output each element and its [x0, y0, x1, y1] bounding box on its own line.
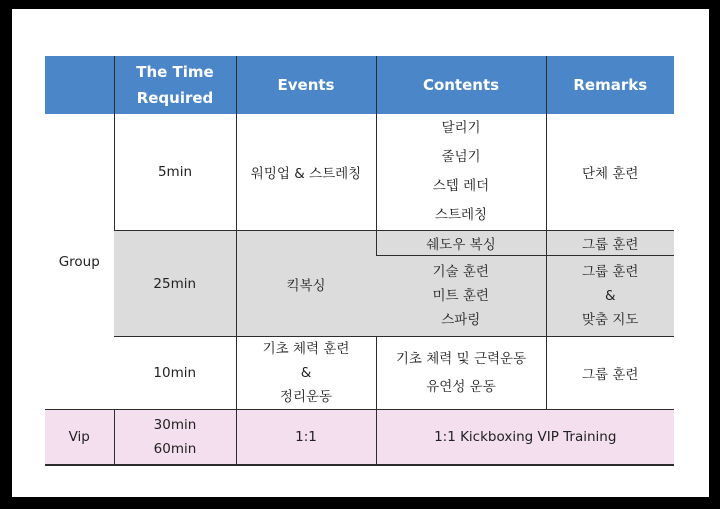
- contents-cell: [376, 256, 546, 337]
- event-cell: 킥복싱: [236, 231, 376, 337]
- event-cell: [236, 337, 376, 410]
- table-row: [45, 231, 674, 256]
- header-time-line2: Required: [136, 89, 214, 107]
- event-line: 정리운동: [279, 389, 333, 405]
- content-line: 유연성 운동: [426, 379, 496, 395]
- vip-time-line: 60min: [153, 441, 197, 457]
- content-line: 스트레칭: [434, 207, 488, 223]
- header-time-line1: The Time: [136, 63, 214, 81]
- time-cell: 10min: [114, 337, 236, 410]
- contents-cell: [376, 337, 546, 410]
- group-label: Group: [58, 253, 100, 270]
- content-line: 미트 훈련: [432, 288, 489, 304]
- content-line: 스텝 레더: [432, 178, 490, 194]
- remarks-cell: 단체 훈련: [546, 114, 674, 231]
- header-row: [45, 56, 674, 114]
- content-line: 기술 훈련: [432, 264, 489, 280]
- vip-row: [45, 410, 674, 466]
- contents-cell: 쉐도우 복싱: [376, 231, 546, 256]
- header-remarks: Remarks: [546, 56, 674, 114]
- content-line: 스파링: [441, 312, 481, 328]
- vip-time-line: 30min: [153, 417, 197, 433]
- vip-event-cell: 1:1: [236, 410, 376, 466]
- remarks-cell: 그룹 훈련: [546, 337, 674, 410]
- vip-label: Vip: [45, 410, 114, 466]
- time-cell: 25min: [114, 231, 236, 337]
- remark-line: &: [604, 288, 616, 304]
- event-line: &: [300, 365, 312, 381]
- remark-line: 맞춤 지도: [582, 312, 639, 328]
- event-line: 기초 체력 훈련: [262, 341, 350, 357]
- event-cell: 워밍업 & 스트레칭: [236, 114, 376, 231]
- content-line: 기초 체력 및 근력운동: [395, 351, 527, 367]
- schedule-table: [45, 56, 674, 466]
- vip-time-cell: [114, 410, 236, 466]
- time-cell: 5min: [114, 114, 236, 231]
- header-time: [114, 56, 236, 114]
- vip-contents-cell: 1:1 Kickboxing VIP Training: [376, 410, 674, 466]
- contents-cell: [376, 114, 546, 231]
- document-page: [12, 9, 709, 497]
- header-blank: [45, 56, 114, 114]
- content-line: 줄넘기: [441, 149, 481, 165]
- header-contents: Contents: [376, 56, 546, 114]
- remarks-cell: 그룹 훈련: [546, 231, 674, 256]
- remark-line: 그룹 훈련: [582, 264, 639, 280]
- content-line: 달리기: [441, 120, 481, 136]
- table-row: [45, 114, 674, 231]
- header-events: Events: [236, 56, 376, 114]
- table-row: [45, 337, 674, 410]
- remarks-cell: [546, 256, 674, 337]
